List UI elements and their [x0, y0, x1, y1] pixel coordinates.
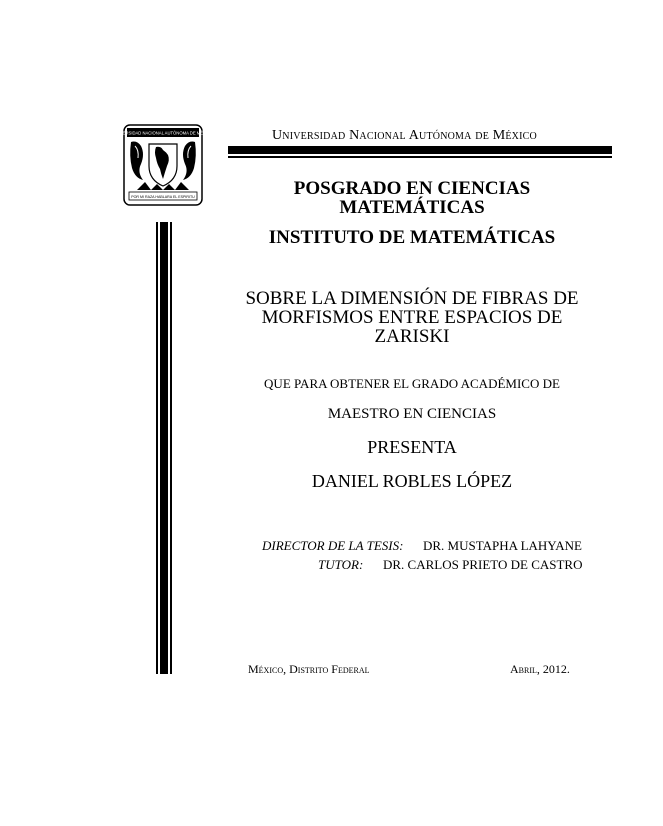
thesis-title-line-1: SOBRE LA DIMENSIÓN DE FIBRAS DE [245, 288, 579, 309]
vertical-bar-thick [160, 222, 168, 674]
thesis-title-line-2: MORFISMOS ENTRE ESPACIOS DE [261, 307, 563, 328]
author-name: DANIEL ROBLES LÓPEZ [311, 471, 513, 491]
header-rule-thick [228, 146, 612, 154]
program-line-1: POSGRADO EN CIENCIAS [293, 178, 531, 199]
footer-place: México, Distrito Federal [248, 662, 370, 676]
tutor-label: TUTOR: [318, 557, 364, 572]
program-line-2: MATEMÁTICAS [339, 197, 485, 218]
director-label: DIRECTOR DE LA TESIS: [262, 538, 404, 553]
institute-name: INSTITUTO DE MATEMÁTICAS [268, 227, 556, 248]
presents-text: PRESENTA [367, 437, 457, 457]
vertical-bar-thin-right [170, 222, 172, 674]
footer-date: Abril, 2012. [510, 662, 570, 676]
header-rule-thin [228, 156, 612, 158]
crest-motto-text: POR MI RAZA HABLARA EL ESPIRITU [131, 195, 195, 199]
thesis-title-line-3: ZARISKI [374, 326, 450, 347]
director-name: DR. MUSTAPHA LAHYANE [423, 538, 582, 553]
tutor-name: DR. CARLOS PRIETO DE CASTRO [383, 557, 583, 572]
unam-crest-logo [112, 124, 214, 206]
purpose-text: QUE PARA OBTENER EL GRADO ACADÉMICO DE [264, 376, 560, 391]
university-name: Universidad Nacional Autónoma de México [272, 128, 537, 143]
degree-text: MAESTRO EN CIENCIAS [327, 406, 497, 422]
crest-banner-text: UNIVERSIDAD NACIONAL AUTÓNOMA DE MÉXICO [112, 130, 214, 136]
vertical-bar-thin-left [156, 222, 158, 674]
